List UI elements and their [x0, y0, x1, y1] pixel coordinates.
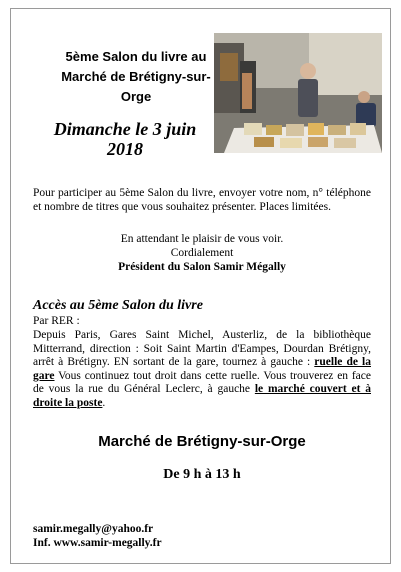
- access-directions: [33, 329, 371, 410]
- contact-email: samir.megally@yahoo.fr: [33, 523, 154, 535]
- ruelle-de-la-gare-text: ruelle de la gare: [33, 356, 371, 382]
- market-location: Marché de Brétigny-sur-Orge: [98, 433, 306, 450]
- salon-photo: [214, 33, 382, 153]
- marche-couvert-text: le marché couvert et à droite la poste: [33, 383, 371, 409]
- event-date-day: Dimanche le 3 juin: [53, 119, 197, 139]
- salon-photo-image: [214, 33, 382, 153]
- closing-line-2: Cordialement: [170, 247, 234, 259]
- directions-text-3: .: [102, 396, 106, 409]
- directions-text-1: Depuis Paris, Gares Saint Michel, Austerliz, de la bibliothèque Mitterrand, direction : Soit Saint Martin d'Eampes, Dourdan Brétigny, arrêt à Brétigny. EN sortant de la gare, tournez à gauche :: [33, 329, 371, 368]
- closing-line-1: En attendant le plaisir de vous voir.: [120, 233, 284, 245]
- salon-title-line-1: 5ème Salon du livre au: [65, 49, 207, 64]
- directions-text-2: Vous continuez tout droit dans cette ruelle. Vous trouverez en face de vous la rue du Général Leclerc, à gauche: [33, 369, 371, 395]
- contact-website: Inf. www.samir-megally.fr: [33, 537, 162, 549]
- access-by-rer: Par RER :: [33, 315, 80, 327]
- invitation-paragraph: Pour participer au 5ème Salon du livre, envoyer votre nom, n° téléphone et nombre de titres que vous souhaitez présenter. Places limitées.: [33, 187, 371, 213]
- salon-title-line-2: Marché de Brétigny-sur-: [61, 69, 211, 84]
- access-title: Accès au 5ème Salon du livre: [33, 298, 203, 313]
- event-date-year: 2018: [107, 139, 143, 159]
- flyer-page: [10, 8, 391, 564]
- salon-title: [45, 47, 227, 107]
- opening-hours: De 9 h à 13 h: [163, 467, 241, 482]
- salon-title-line-3: Orge: [120, 89, 152, 104]
- event-date: [35, 119, 215, 159]
- signature: Président du Salon Samir Mégally: [118, 261, 286, 273]
- contact-block: [33, 522, 162, 550]
